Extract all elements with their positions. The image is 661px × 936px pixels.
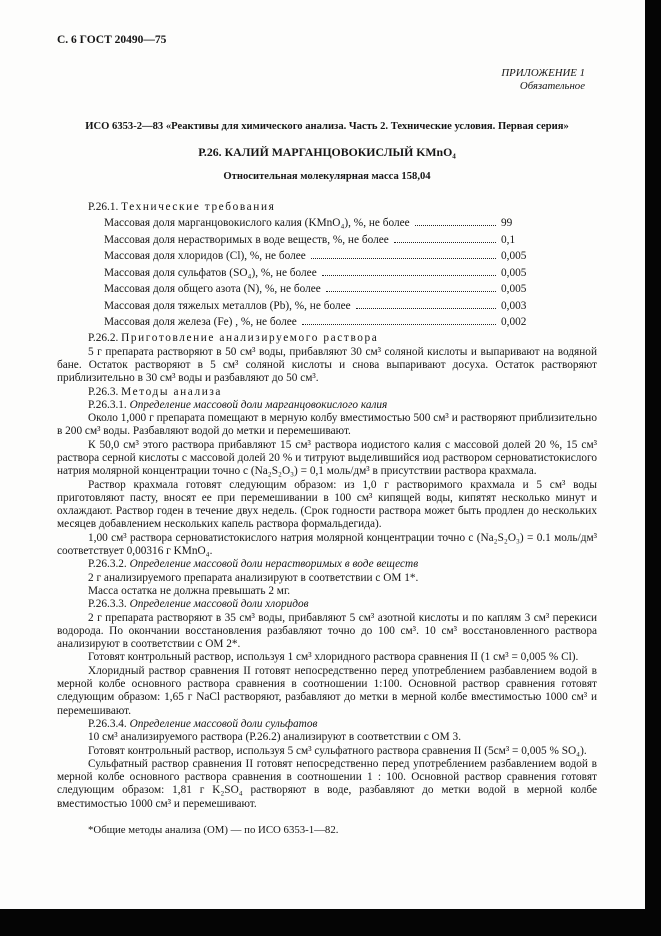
- paragraph: 5 г препарата растворяют в 50 см³ воды, прибавляют 30 см³ соляной кислоты и выпаривают на водяной бане. Остаток растворяют в 5 см³ соляной кислоты и снова выпаривают досуха. Остаток растворяют приблизительно в 30 см³ воды и разбавляют до 50 см³.: [57, 345, 597, 385]
- clause-number: Р.26.1.: [88, 201, 119, 214]
- clause-number: Р.26.3.2.: [88, 558, 127, 571]
- paragraph: Хлоридный раствор сравнения II готовят непосредственно перед употреблением разбавлением водой в мерной колбе основного раствора сравнения в соотношении 1:100. Основной раствор сравнения готовят следующим образом: 1,65 г NaCl растворяют, разбавляют до метки в мерной колбе вместимостью 1000 см³ и перемешивают.: [57, 664, 597, 717]
- clause-262-heading: [57, 332, 597, 345]
- requirement-row: [104, 215, 537, 231]
- dotted-leader: [356, 308, 496, 309]
- requirement-label: Массовая доля сульфатов (SO₄), %, не более: [104, 266, 317, 279]
- clause-title: Приготовление анализируемого раствора: [121, 332, 379, 345]
- requirement-value: 0,002: [501, 315, 527, 328]
- dotted-leader: [302, 324, 496, 325]
- paragraph: 1,00 см³ раствора серноватистокислого натрия молярной концентрации точно с (Na₂S₂O₃) = 0.1 моль/дм³ соответствует 0,00316 г KMnO₄.: [57, 531, 597, 558]
- requirement-label: Массовая доля марганцовокислого калия (KMnO₄), %, не более: [104, 217, 410, 230]
- clause-261-heading: [57, 201, 597, 214]
- paragraph: 2 г препарата растворяют в 35 см³ воды, прибавляют 5 см³ азотной кислоты и по каплям 3 см³ перекиси водорода. По окончании восстановления разбавляют точно до 100 см³. 10 см³ восстановленного раствора анализируют в соответствии с ОМ 2*.: [57, 611, 597, 651]
- requirement-row: [104, 232, 537, 248]
- clause-title: Методы анализа: [121, 385, 223, 398]
- section-title: Р.26. КАЛИЙ МАРГАНЦОВОКИСЛЫЙ KMnO₄: [198, 145, 456, 160]
- appendix-subtitle: Обязательное: [519, 79, 585, 92]
- requirement-value: 0,1: [501, 233, 516, 246]
- requirement-label: Массовая доля железа (Fe) , %, не более: [104, 315, 297, 328]
- requirement-value: 99: [501, 217, 513, 230]
- paragraph: Сульфатный раствор сравнения II готовят непосредственно перед употреблением разбавлением водой в мерной колбе основного раствора сравнения в соотношении 1 : 100. Основной раствор сравнения готовят следующим образом: 1,81 г K₂SO₄ растворяют в воде, разбавляют до метки водой в мерной колбе вместимостью 1000 см³ и перемешивают.: [57, 757, 597, 810]
- iso-title: ИСО 6353-2—83 «Реактивы для химического анализа. Часть 2. Технические условия. Первая серия»: [85, 121, 569, 133]
- clause-2631-heading: [57, 399, 597, 412]
- molecular-mass: Относительная молекулярная масса 158,04: [223, 171, 431, 183]
- clause-2634-heading: [57, 718, 597, 731]
- requirement-label: Массовая доля нерастворимых в воде веществ, %, не более: [104, 233, 389, 246]
- dotted-leader: [394, 242, 496, 243]
- clause-number: Р.26.3.3.: [88, 598, 127, 611]
- requirement-value: 0,005: [501, 283, 527, 296]
- requirements-list: [104, 215, 537, 330]
- paragraph: К 50,0 см³ этого раствора прибавляют 15 см³ раствора иодистого калия с массовой долей 20 %, 15 см³ раствора серной кислоты с массовой долей 20 % и титруют выделившийся иод раствором серноватистокислого натрия молярной концентрации точно с (Na₂S₂O₃) = 0,1 моль/дм³ в присутствии раствора крахмала.: [57, 438, 597, 478]
- page-header: С. 6 ГОСТ 20490—75: [57, 34, 167, 46]
- clause-number: Р.26.2.: [88, 332, 119, 345]
- clause-2632-heading: [57, 558, 597, 571]
- clause-title: Определение массовой доли марганцовокислого калия: [129, 398, 388, 411]
- clause-title: Определение массовой доли нерастворимых в воде веществ: [129, 558, 419, 571]
- requirement-row: [104, 314, 537, 330]
- clause-number: Р.26.3.1.: [88, 398, 127, 411]
- requirement-row: [104, 281, 537, 297]
- requirement-label: Массовая доля общего азота (N), %, не более: [104, 283, 321, 296]
- paragraph: Готовят контрольный раствор, используя 1 см³ хлоридного раствора сравнения II (1 см³ = 0,005 % Cl).: [88, 651, 579, 664]
- requirement-value: 0,005: [501, 266, 527, 279]
- requirement-row: [104, 298, 537, 314]
- dotted-leader: [311, 258, 496, 259]
- scan-edge-right: [645, 0, 661, 936]
- dotted-leader: [326, 291, 496, 292]
- page-content: [57, 34, 597, 837]
- clause-title: Определение массовой доли хлоридов: [129, 598, 309, 611]
- paragraph: Готовят контрольный раствор, используя 5 см³ сульфатного раствора сравнения II (5см³ = 0,005 % SO₄).: [88, 744, 587, 757]
- clause-2633-heading: [57, 598, 597, 611]
- clause-title: Определение массовой доли сульфатов: [129, 717, 318, 730]
- requirement-row: [104, 248, 537, 264]
- paragraph: 10 см³ анализируемого раствора (Р.26.2) анализируют в соответствии с ОМ 3.: [88, 731, 462, 744]
- footnote: *Общие методы анализа (ОМ) — по ИСО 6353-1—82.: [88, 824, 339, 837]
- dotted-leader: [415, 225, 496, 226]
- requirement-value: 0,005: [501, 250, 527, 263]
- paragraph: 2 г анализируемого препарата анализируют в соответствии с ОМ 1*.: [88, 571, 419, 584]
- clause-title: Технические требования: [121, 201, 276, 214]
- requirement-label: Массовая доля хлоридов (Cl), %, не более: [104, 250, 306, 263]
- requirement-label: Массовая доля тяжелых металлов (Pb), %, не более: [104, 299, 351, 312]
- paragraph: Масса остатка не должна превышать 2 мг.: [88, 584, 291, 597]
- clause-number: Р.26.3.: [88, 385, 119, 398]
- paragraph: Раствор крахмала готовят следующим образом: из 1,0 г растворимого крахмала и 5 см³ воды приготовляют пасту, вносят ее при перемешивании в 100 см³ кипящей воды, кипятят несколько минут и охлаждают. Раствор годен в течение двух недель. (Срок годности раствора может быть продлен до нескольких месяцев добавлением нескольких капель раствора формальдегида).: [57, 478, 597, 531]
- appendix-block: [57, 67, 597, 92]
- requirement-value: 0,003: [501, 299, 527, 312]
- scan-edge-bottom: [0, 909, 661, 936]
- requirement-row: [104, 265, 537, 281]
- paragraph: Около 1,000 г препарата помещают в мерную колбу вместимостью 500 см³ и растворяют приблизительно в 200 см³ воды. Разбавляют водой до метки и перемешивают.: [57, 412, 597, 438]
- dotted-leader: [322, 275, 496, 276]
- clause-number: Р.26.3.4.: [88, 717, 127, 730]
- clause-263-heading: [57, 386, 597, 399]
- appendix-title: ПРИЛОЖЕНИЕ 1: [501, 67, 585, 79]
